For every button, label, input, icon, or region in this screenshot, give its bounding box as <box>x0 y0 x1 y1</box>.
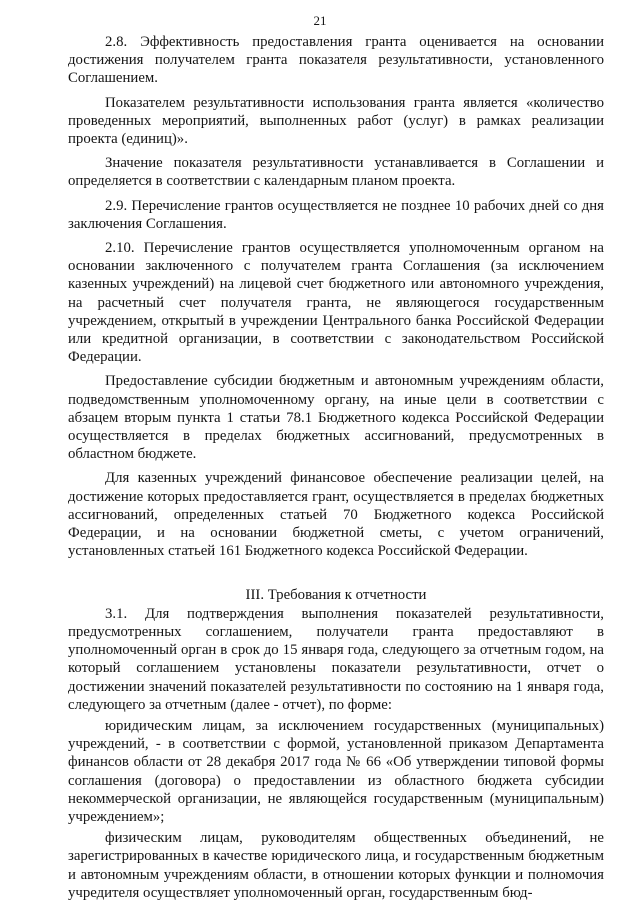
document-body <box>68 33 604 905</box>
paragraph-indicator: Показателем результативности использования гранта является «количество проведенных мероприятий, выполненных работ (услуг) в рамках реализации проекта (единиц)». <box>68 94 604 148</box>
section-heading: III. Требования к отчетности <box>245 587 427 604</box>
paragraph-legal-entities: юридическим лицам, за исключением государственных (муниципальных) учреждений, - в соответствии с формой, установленной приказом Департамента финансов области от 28 декабря 2017 года № 66 «Об утверждении типовой формы соглашения (договора) о предоставлении из областного бюджета субсидии некоммерческой организации, не являющейся государственным (муниципальным) учреждением»; <box>68 717 604 825</box>
paragraph-2-8: 2.8. Эффективность предоставления гранта оценивается на основании достижения получателем гранта показателя результативности, установленного Соглашением. <box>68 34 604 87</box>
paragraph-2-10: 2.10. Перечисление грантов осуществляется уполномоченным органом на основании заключенного с получателем гранта Соглашения (за исключением казенных учреждений) на лицевой счет бюджетного или автономного учреждения, на расчетный счет получателя гранта, не являющегося государственным учреждением, открытый в учреждении Центрального банка Российской Федерации или кредитной организации, в соответствии с законодательством Российской Федерации. <box>68 240 604 366</box>
page-number: 21 <box>313 13 327 28</box>
paragraph-individuals: физическим лицам, руководителям общественных объединений, не зарегистрированных в качестве юридического лица, и государственным бюджетным и автономным учреждениям области, в отношении которых функции и полномочия учредителя осуществляет уполномоченный орган, государственным бюд- <box>68 830 604 901</box>
paragraph-3-1: 3.1. Для подтверждения выполнения показателей результативности, предусмотренных соглашением, получатели гранта предоставляют в уполномоченный орган в срок до 15 января года, следующего за отчетным годом, на который соглашением установлены показатели результативности, отчет о достижении значений показателей результативности по состоянию на 1 января года, следующего за отчетным (далее - отчет), по форме: <box>68 605 604 713</box>
paragraph-indicator-value: Значение показателя результативности устанавливается в Соглашении и определяется в соответствии с календарным планом проекта. <box>68 155 604 190</box>
paragraph-subsidy: Предоставление субсидии бюджетным и автономным учреждениям области, подведомственным уполномоченному органу, на иные цели в соответствии с абзацем вторым пункта 1 статьи 78.1 Бюджетного кодекса Российской Федерации осуществляется в пределах бюджетных ассигнований, предусмотренных в областном бюджете. <box>68 373 604 463</box>
paragraph-treasury-institutions: Для казенных учреждений финансовое обеспечение реализации целей, на достижение которых предоставляется грант, осуществляется в пределах бюджетных ассигнований, определенных статьей 70 Бюджетного кодекса Российской Федерации, и на основании бюджетной сметы, с учетом ограничений, установленных статьей 161 Бюджетного кодекса Российской Федерации. <box>68 470 604 560</box>
paragraph-2-9: 2.9. Перечисление грантов осуществляется не позднее 10 рабочих дней со дня заключения Соглашения. <box>68 197 604 232</box>
